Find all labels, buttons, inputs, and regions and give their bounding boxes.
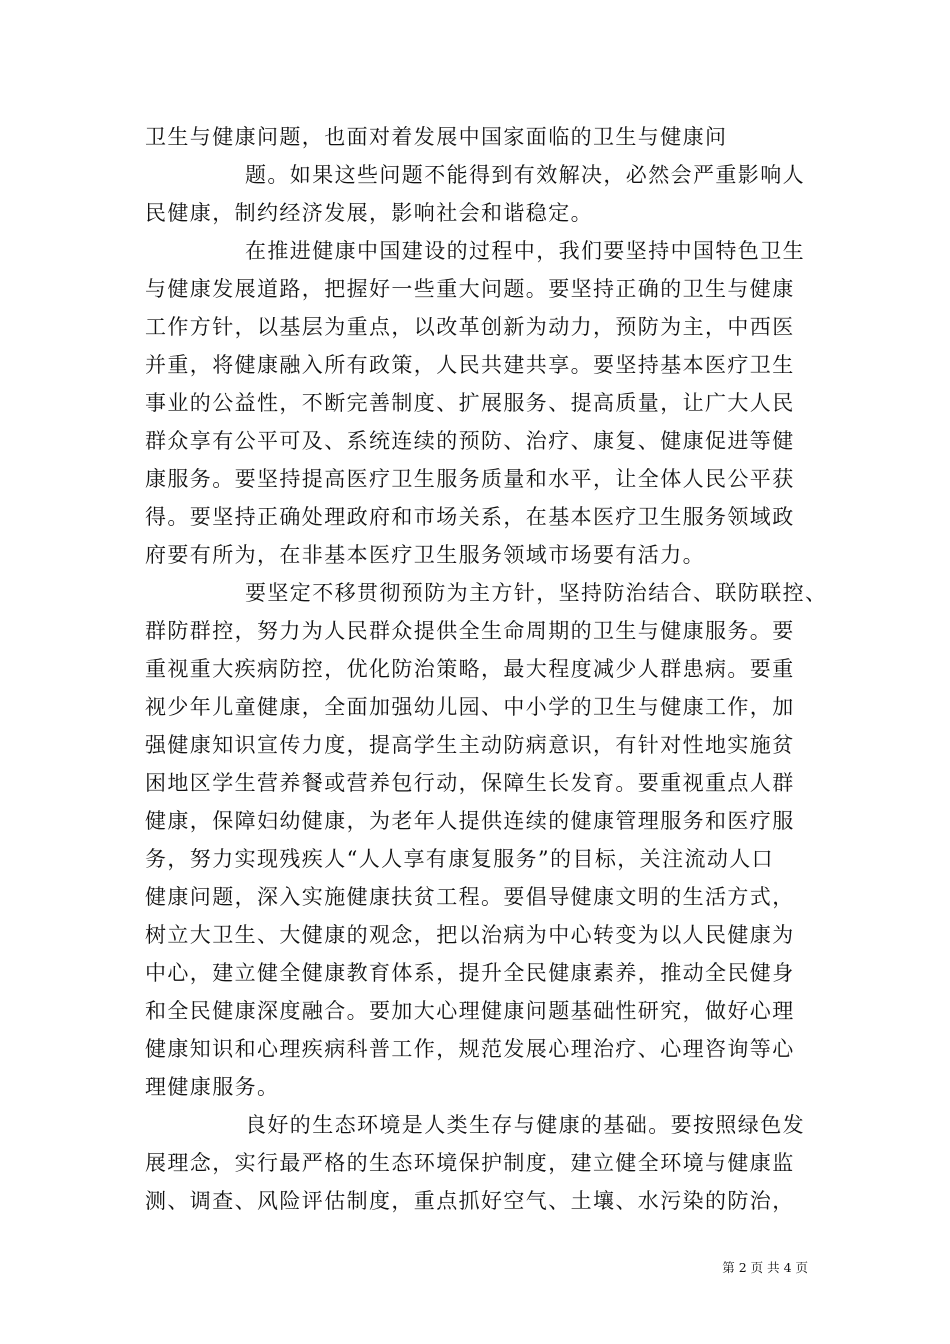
text-line: 强健康知识宣传力度，提高学生主动防病意识，有针对性地实施贫 [145, 733, 795, 757]
text-line: 民健康，制约经济发展，影响社会和谐稳定。 [145, 201, 593, 225]
paragraph-start-line: 良好的生态环境是人类生存与健康的基础。要按照绿色发 [245, 1113, 805, 1137]
text-line: 工作方针，以基层为重点，以改革创新为动力，预防为主，中西医 [145, 315, 795, 339]
text-line: 事业的公益性，不断完善制度、扩展服务、提高质量，让广大人民 [145, 391, 795, 415]
text-line: 健康，保障妇幼健康，为老年人提供连续的健康管理服务和医疗服 [145, 809, 795, 833]
text-line: 康服务。要坚持提高医疗卫生服务质量和水平，让全体人民公平获 [145, 467, 795, 491]
text-line: 视少年儿童健康，全面加强幼儿园、中小学的卫生与健康工作，加 [145, 695, 795, 719]
text-line: 群防群控，努力为人民群众提供全生命周期的卫生与健康服务。要 [145, 619, 795, 643]
text-line: 重视重大疾病防控，优化防治策略，最大程度减少人群患病。要重 [145, 657, 795, 681]
text-line: 卫生与健康问题，也面对着发展中国家面临的卫生与健康问 [145, 125, 728, 149]
text-line: 中心，建立健全健康教育体系，提升全民健康素养，推动全民健身 [145, 961, 795, 985]
text-line: 群众享有公平可及、系统连续的预防、治疗、康复、健康促进等健 [145, 429, 795, 453]
text-line: 健康问题，深入实施健康扶贫工程。要倡导健康文明的生活方式， [145, 885, 795, 909]
text-line: 府要有所为，在非基本医疗卫生服务领域市场要有活力。 [145, 543, 705, 567]
text-line: 与健康发展道路，把握好一些重大问题。要坚持正确的卫生与健康 [145, 277, 795, 301]
text-line: 得。要坚持正确处理政府和市场关系，在基本医疗卫生服务领域政 [145, 505, 795, 529]
text-line: 和全民健康深度融合。要加大心理健康问题基础性研究，做好心理 [145, 999, 795, 1023]
text-line: 务，努力实现残疾人“人人享有康复服务”的目标，关注流动人口 [145, 847, 775, 871]
text-line: 并重，将健康融入所有政策，人民共建共享。要坚持基本医疗卫生 [145, 353, 795, 377]
text-line: 树立大卫生、大健康的观念，把以治病为中心转变为以人民健康为 [145, 923, 795, 947]
text-line: 展理念，实行最严格的生态环境保护制度，建立健全环境与健康监 [145, 1151, 795, 1175]
paragraph-start-line: 要坚定不移贯彻预防为主方针，坚持防治结合、联防联控、 [245, 581, 828, 605]
text-line: 理健康服务。 [145, 1075, 280, 1099]
paragraph-start-line: 在推进健康中国建设的过程中，我们要坚持中国特色卫生 [245, 239, 805, 263]
text-line: 测、调查、风险评估制度，重点抓好空气、土壤、水污染的防治， [145, 1189, 795, 1213]
text-line: 健康知识和心理疾病科普工作，规范发展心理治疗、心理咨询等心 [145, 1037, 795, 1061]
page-number-footer: 第 2 页 共 4 页 [722, 1260, 808, 1275]
text-line: 困地区学生营养餐或营养包行动，保障生长发育。要重视重点人群 [145, 771, 795, 795]
text-line: 题。如果这些问题不能得到有效解决，必然会严重影响人 [245, 163, 805, 187]
